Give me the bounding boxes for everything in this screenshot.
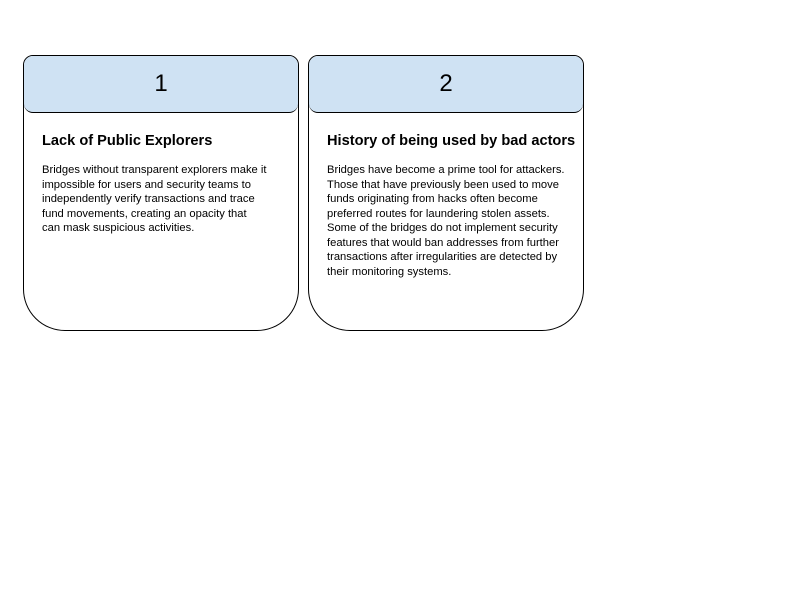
card-2-line: funds originating from hacks often become xyxy=(327,193,538,205)
card-2-line: preferred routes for laundering stolen assets. xyxy=(327,207,550,220)
card-2-line: features that would ban addresses from further xyxy=(327,236,559,249)
card-2 xyxy=(308,55,584,331)
card-1-line: fund movements, creating an opacity that xyxy=(42,207,247,220)
card-1-line: impossible for users and security teams to xyxy=(42,178,251,191)
card-1-line: independently verify transactions and trace xyxy=(42,193,255,205)
card-2-body xyxy=(309,113,583,279)
card-1-description xyxy=(42,163,290,236)
card-2-line: Bridges have become a prime tool for attackers. xyxy=(327,164,565,176)
card-1-header xyxy=(24,56,298,113)
card-1-line: can mask suspicious activities. xyxy=(42,222,195,234)
card-1-number: 1 xyxy=(154,70,168,97)
card-2-title: History of being used by bad actors xyxy=(327,133,576,149)
card-2-number: 2 xyxy=(439,70,453,97)
card-2-line: their monitoring systems. xyxy=(327,265,452,278)
card-2-line: Those that have previously been used to move xyxy=(327,178,559,191)
card-2-line: transactions after irregularities are detected by xyxy=(327,251,558,263)
card-2-description xyxy=(327,163,584,279)
card-1-body xyxy=(24,113,298,236)
card-1-title: Lack of Public Explorers xyxy=(42,133,213,149)
card-2-header xyxy=(309,56,583,113)
card-1-line: Bridges without transparent explorers make it xyxy=(42,164,267,176)
card-2-line: Some of the bridges do not implement security xyxy=(327,222,558,234)
card-1 xyxy=(23,55,299,331)
